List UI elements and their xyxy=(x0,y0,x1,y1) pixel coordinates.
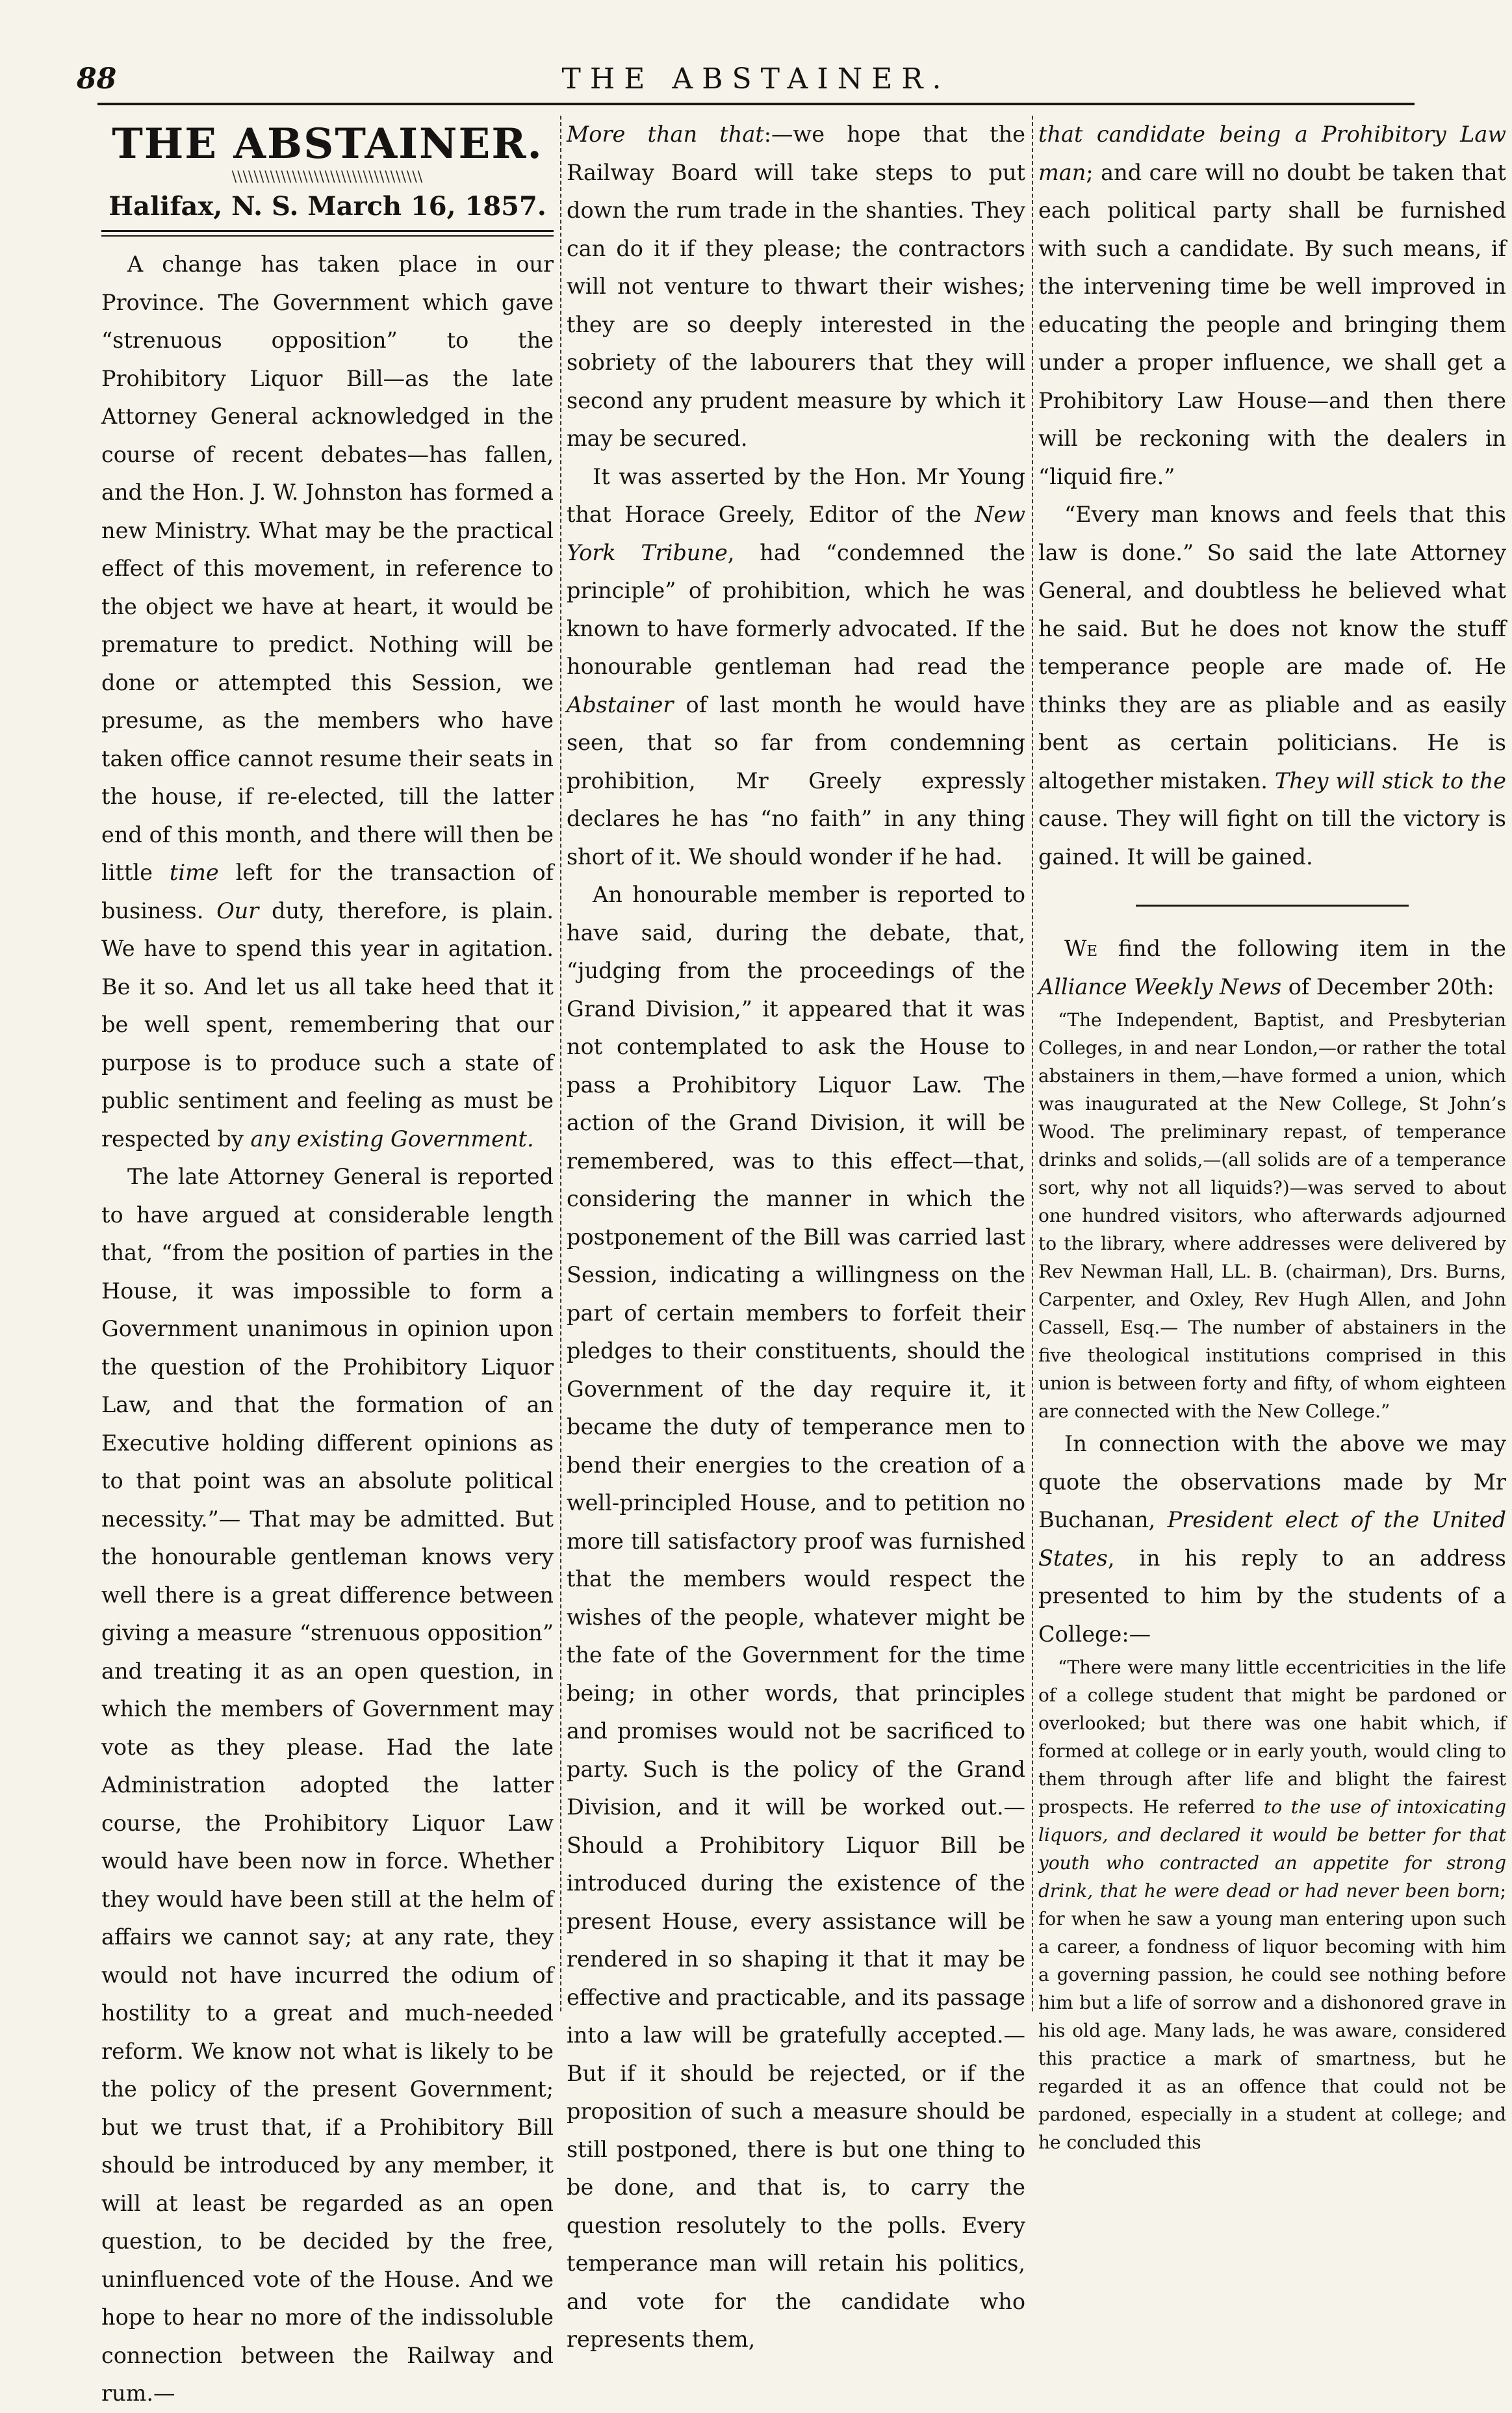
article-paragraph: More than that:—we hope that the Railway Board will take steps to put down the rum trade in the shanties. They can do it if they please; the contractors will not venture to thwart their wishes; they are so deeply interested in the sobriety of the labourers that they will second any prudent measure by which it may be secured. xyxy=(567,122,1025,451)
article-paragraph: An honourable member is reported to have said, during the debate, that, “judging from the proceedings of the Grand Division,” it appeared that it was not contemplated to ask the House to pass a Prohibitory Liquor Law. The action of the Grand Division, it will be remembered, was to this effect—that, considering the manner in which the postponement of the Bill was carried last Session, indicating a willingness on the part of certain members to forfeit their pledges to their constituents, should the Government of the day require it, it became the duty of temperance men to bend their energies to the creation of a well-principled House, and to petition no more till satisfactory proof was furnished that the members would respect the wishes of the people, whatever might be the fate of the Government for the time being; in other words, that principles and promises would not be sacrificed to party. Such is the policy of the Grand Division, and it will be worked out.— Should a Prohibitory Liquor Bill be introduced during the existence of the present House, every assistance will be rendered in so shaping it that it may be effective and practicable, and its passage into a law will be gratefully accepted.— But if it should be rejected, or if the proposition of such a measure should be still postponed, there is but one thing to be done, and that is, to carry the question resolutely to the polls. Every temperance man will retain his politics, and vote for the candidate who represents them, xyxy=(567,882,1025,2352)
article-paragraph: It was asserted by the Hon. Mr Young that Horace Greely, Editor of the New York Tribune, had “condemned the principle” of prohibition, which he was known to have formerly advocated. If the honourable gentleman had read the Abstainer of last month he would have seen, that so far from condemning prohibition, Mr Greely expressly declares he has “no faith” in any thing short of it. We should wonder if he had. xyxy=(567,463,1026,870)
column-divider xyxy=(560,116,561,2011)
article-paragraph: that candidate being a Prohibitory Law man; and care will no doubt be taken that each political party shall be furnished with such a candidate. By such means, if the intervening time be well improved in educating the people and bringing them under a proper influence, we shall get a Prohibitory Law House—and then there will be reckoning with the dealers in “liquid fire.” xyxy=(1038,122,1506,489)
column-1 xyxy=(101,116,554,2406)
quoted-speech xyxy=(1038,1653,1506,2156)
column-2 xyxy=(567,116,1026,2352)
header-rule xyxy=(97,103,1415,105)
running-head xyxy=(77,62,1435,108)
masthead-rule xyxy=(101,230,554,237)
quote-paragraph: “The Independent, Baptist, and Presbyterian Colleges, in and near London,—or rather the total abstainers in them,—have formed a union, which was inaugurated at the New College, St John’s Wood. The preliminary repast, of temperance drinks and solids,—(all solids are of a temperance sort, why not all liquids?)—was served to about one hundred visitors, who afterwards adjourned to the library, where addresses were delivered by Rev Newman Hall, LL. B. (chairman), Drs. Burns, Carpenter, and Oxley, Rev Hugh Allen, and John Cassell, Esq.— The number of abstainers in the five theological institutions comprised in this union is between forty and fifty, of whom eighteen are connected with the New College.” xyxy=(1038,1009,1506,1422)
page-number: 88 xyxy=(77,62,117,96)
article-paragraph: The late Attorney General is reported to have argued at considerable length that, “from the position of parties in the House, it was impossible to form a Government unanimous in opinion upon the question of the Prohibitory Liquor Law, and that the formation of an Executive holding different opinions as to that point was an absolute political necessity.”— That may be admitted. But the honourable gentleman knows very well there is a great difference between giving a measure “strenuous opposition” and treating it as an open question, in which the members of Government may vote as they please. Had the late Administration adopted the latter course, the Prohibitory Liquor Law would have been now in force. Whether they would have been still at the helm of affairs we cannot say; at any rate, they would not have incurred the odium of hostility to a great and much-needed reform. We know not what is likely to be the policy of the present Government; but we trust that, if a Prohibitory Bill should be introduced by any member, it will at least be regarded as an open question, to be decided by the free, uninfluenced vote of the House. And we hope to hear no more of the indissoluble connection between the Railway and rum.— xyxy=(101,1164,554,2406)
speech-paragraph: “There were many little eccentricities in the life of a college student that might be pardoned or overlooked; but there was one habit which, if formed at college or in early youth, would cling to them through after life and blight the fairest prospects. He referred to the use of intoxicating liquors, and declared it would be better for that youth who contracted an appetite for strong drink, that he were dead or had never been born; for when he saw a young man entering upon such a career, a fondness of liquor becoming with him a governing passion, he could see nothing before him but a life of sorrow and a dishonored grave in his old age. Many lads, he was aware, considered this practice a mark of smartness, but he regarded it as an offence that could not be pardoned, especially in a student at college; and he concluded this xyxy=(1038,1657,1506,2153)
masthead-ornament: \\\\\\\\\\\\\\\\\\\\\\\\\\\\\\\\\\\ xyxy=(231,169,424,185)
item-intro: We find the following item in the Alliance Weekly News of December 20th: xyxy=(1038,936,1506,1000)
masthead-title: THE ABSTAINER. xyxy=(112,120,543,168)
column-3 xyxy=(1038,116,1506,2153)
article-paragraph: “Every man knows and feels that this law is done.” So said the late Attorney General, and doubtless he believed what he said. But he does not know the stuff temperance people are made of. He thinks they are as pliable and as easily bent as certain politicians. He is altogether mistaken. They will stick to the cause. They will fight on till the victory is gained. It will be gained. xyxy=(1038,502,1506,870)
quoted-item xyxy=(1038,1006,1506,1425)
connection-paragraph: In connection with the above we may quote the observations made by Mr Buchanan, President elect of the United States, in his reply to an address presented to him by the students of a College:— xyxy=(1038,1431,1506,1647)
running-title: THE ABSTAINER. xyxy=(561,62,951,96)
masthead-dateline: Halifax, N. S. March 16, 1857. xyxy=(109,191,546,222)
section-separator xyxy=(1136,905,1409,907)
column-divider xyxy=(1032,116,1033,2011)
article-paragraph: A change has taken place in our Province. The Government which gave “strenuous opposition” to the Prohibitory Liquor Bill—as the late Attorney General acknowledged in the course of recent debates—has fallen, and the Hon. J. W. Johnston has formed a new Ministry. What may be the practical effect of this movement, in reference to the object we have at heart, it would be premature to predict. Nothing will be done or attempted this Session, we presume, as the members who have taken office cannot resume their seats in the house, if re-elected, till the latter end of this month, and there will then be little time left for the transaction of business. Our duty, therefore, is plain. We have to spend this year in agitation. Be it so. And let us all take heed that it be well spent, remembering that our purpose is to produce such a state of public sentiment and feeling as must be respected by any existing Government. xyxy=(101,252,554,1152)
